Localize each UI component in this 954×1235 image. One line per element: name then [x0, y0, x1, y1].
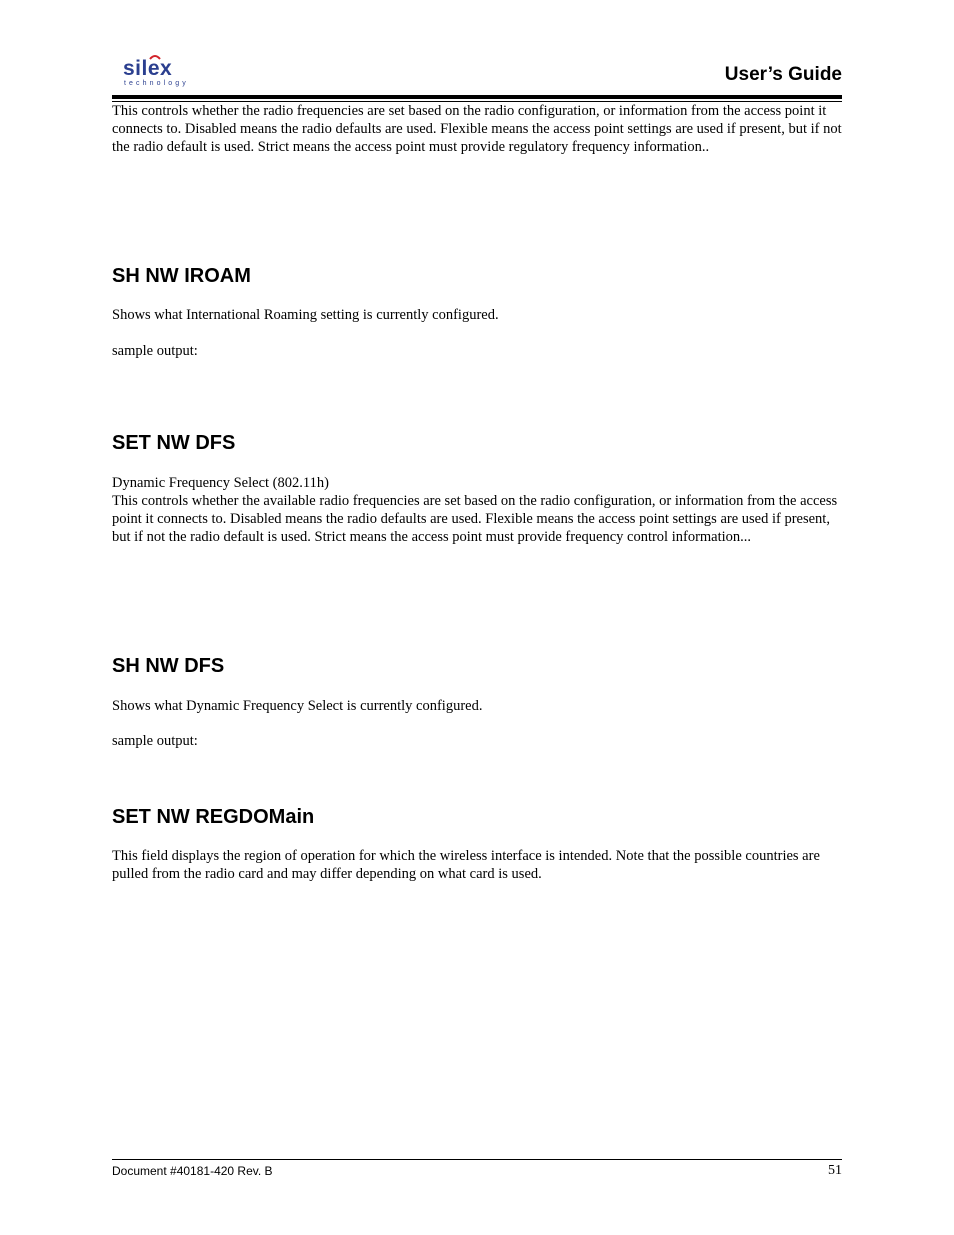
page-number: 51 [828, 1163, 842, 1178]
section-paragraph: Shows what International Roaming setting is currently configured. [112, 307, 499, 323]
section-paragraph: sample output: [112, 733, 198, 749]
footer-rule [112, 1159, 842, 1160]
header-title: User’s Guide [724, 64, 842, 85]
logo-subtext: technology [124, 80, 189, 87]
section-heading-sh-nw-dfs: SH NW DFS [112, 655, 225, 677]
footer-document-number: Document #40181-420 Rev. B [112, 1164, 273, 1178]
section-paragraph: Dynamic Frequency Select (802.11h) [112, 475, 329, 491]
section-paragraph: This controls whether the available radio frequencies are set based on the radio configuration, or information from the access point it connects to. Disabled means the radio defaults are used. Flexible means the access point settings are used if present, but if not the radio default is used. Strict means the access point must provide frequency control information... [112, 493, 838, 545]
section-paragraph: This field displays the region of operation for which the wireless interface is intended. Note that the possible countries are pulled from the radio card and may differ depending on what card is used. [112, 848, 820, 882]
section-paragraph: sample output: [112, 343, 198, 359]
section-heading-set-nw-regdomain: SET NW REGDOMain [112, 806, 315, 828]
section-heading-sh-nw-iroam: SH NW IROAM [112, 265, 251, 287]
silex-logo [123, 58, 193, 92]
section-paragraph: Shows what Dynamic Frequency Select is currently configured. [112, 698, 483, 714]
header-rule-thick [112, 95, 842, 99]
section-heading-set-nw-dfs: SET NW DFS [112, 432, 236, 454]
intro-paragraph: This controls whether the radio frequencies are set based on the radio configuration, or information from the access point it connects to. Disabled means the radio defaults are used. Flexible means the access point settings are used if present, but if not the radio default is used. Strict means the access point must provide regulatory frequency information.. [112, 103, 842, 155]
logo-text: silex [123, 57, 173, 80]
